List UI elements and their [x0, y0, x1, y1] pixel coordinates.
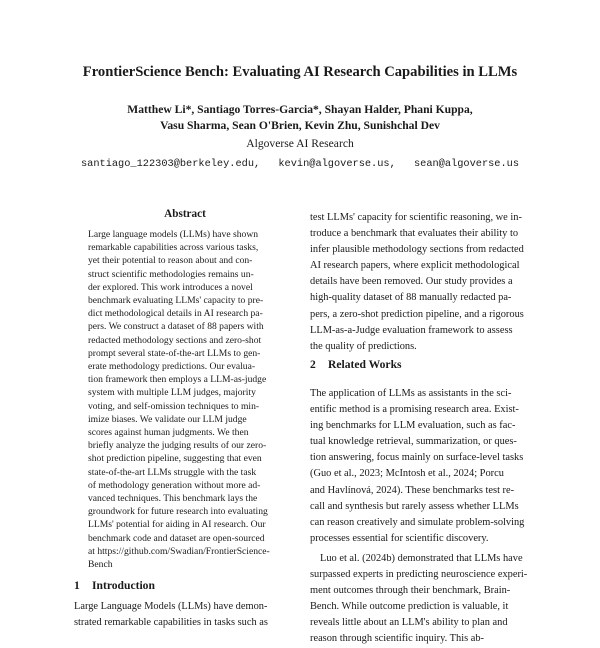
- text-line: Luo et al. (2024b) demonstrated that LLMs have: [320, 552, 523, 564]
- left-column: [74, 208, 296, 631]
- text-line: vanced techniques. This benchmark lays the: [88, 493, 258, 505]
- related-works-heading: [310, 358, 402, 371]
- paragraph: [310, 386, 532, 547]
- text-line: briefly analyze the judging results of our zero-: [88, 440, 267, 452]
- paper-title: FrontierScience Bench: Evaluating AI Research Capabilities in LLMs: [82, 64, 518, 80]
- text-line: AI research papers, where explicit methodological: [310, 260, 520, 272]
- text-line: voting, and self-omission techniques to min-: [88, 400, 260, 412]
- text-line: strated remarkable capabilities in tasks such as: [74, 617, 268, 629]
- section-title: Introduction: [92, 579, 155, 593]
- text-line: imize biases. We validate our LLM judge: [88, 413, 247, 425]
- text-line: erate methodology predictions. Our evalua-: [88, 361, 256, 373]
- text-line: call and synthesis but rarely assess whether LLMs: [310, 500, 519, 512]
- text-line: Large Language Models (LLMs) have demon-: [74, 601, 268, 613]
- section-number: 2: [310, 358, 316, 371]
- email[interactable]: sean@algoverse.us: [413, 158, 520, 170]
- text-line: can reason creatively and simulate problem-solving: [310, 516, 525, 528]
- text-line: test LLMs' capacity for scientific reasoning, we in-: [310, 212, 522, 223]
- text-line: pers, a zero-shot prediction pipeline, and a rigorous: [310, 308, 524, 320]
- text-line: groundwork for future research into evaluating: [88, 506, 268, 518]
- right-column-intro-continued: [310, 210, 532, 355]
- text-line: ing benchmarks for LLM evaluation, such as fac-: [310, 420, 516, 432]
- email[interactable]: santiago_122303@berkeley.edu,: [80, 158, 261, 170]
- text-line: reason through scientific inquiry. This ab-: [310, 633, 485, 645]
- text-line: der explored. This work introduces a novel: [88, 281, 253, 293]
- introduction-body: [74, 599, 296, 631]
- text-line: LLM-as-a-Judge evaluation framework to assess: [310, 324, 513, 336]
- abstract-link[interactable]: at https://github.com/Swadian/FrontierScience-: [88, 545, 270, 557]
- text-line: the quality of predictions.: [310, 340, 417, 352]
- text-line: benchmark evaluating LLMs' capacity to pre-: [88, 295, 264, 307]
- author-line: Vasu Sharma, Sean O'Brien, Kevin Zhu, Sunishchal Dev: [160, 119, 440, 132]
- text-line: processes essential for scientific discovery.: [310, 532, 489, 544]
- text-line: Large language models (LLMs) have shown: [88, 229, 259, 240]
- author-list: [0, 102, 600, 134]
- text-line: tion framework then employs a LLM-as-judge: [88, 374, 267, 386]
- related-works-body: [310, 386, 532, 648]
- text-line: tion answering, focus mainly on surface-level tasks: [310, 452, 524, 464]
- paragraph: [310, 551, 532, 648]
- abstract-link-end[interactable]: Bench: [88, 559, 113, 571]
- text-line: details have been removed. Our study provides a: [310, 276, 513, 288]
- abstract-heading: Abstract: [164, 208, 206, 220]
- text-line: yet their potential to reason about and con-: [88, 255, 253, 267]
- section-title: Related Works: [328, 358, 402, 371]
- email[interactable]: kevin@algoverse.us,: [278, 158, 396, 170]
- affiliation: Algoverse AI Research: [246, 137, 354, 150]
- text-line: scores against human judgments. We then: [88, 427, 249, 439]
- section-number: 1: [74, 579, 80, 593]
- author-emails: [0, 158, 600, 170]
- text-line: infer plausible methodology sections from redacted: [310, 244, 524, 256]
- text-line: pers. We construct a dataset of 88 papers with: [88, 321, 264, 333]
- text-line: LLMs' potential for aiding in AI research. Our: [88, 519, 266, 531]
- text-line: tual knowledge retrieval, summarization, or ques-: [310, 436, 517, 448]
- abstract-body: [88, 228, 286, 571]
- text-line: ment outcomes through their benchmark, Brain-: [310, 585, 511, 597]
- text-line: prompt several state-of-the-art LLMs to gen-: [88, 347, 261, 359]
- text-line: surpassed experts in predicting neuroscience experi-: [310, 569, 528, 581]
- text-line: Bench. While outcome prediction is valuable, it: [310, 601, 509, 613]
- author-line: Matthew Li*, Santiago Torres-Garcia*, Shayan Halder, Phani Kuppa,: [127, 103, 473, 116]
- text-line: benchmark code and dataset are open-sourced: [88, 532, 265, 544]
- text-line: redacted methodology sections and zero-shot: [88, 334, 262, 346]
- text-line: The application of LLMs as assistants in the sci-: [310, 388, 512, 399]
- text-line: troduce a benchmark that evaluates their ability to: [310, 228, 519, 240]
- text-line: of methodology generation without more ad-: [88, 479, 261, 491]
- text-line: system with multiple LLM judges, majority: [88, 387, 256, 399]
- text-line: shot prediction pipeline, suggesting that even: [88, 453, 262, 465]
- text-line: dict methodological details in AI research pa-: [88, 308, 263, 320]
- introduction-heading: [74, 579, 296, 592]
- text-line: state-of-the-art LLMs struggle with the task: [88, 466, 257, 478]
- citation-line: and Havlínová, 2024). These benchmarks test re-: [310, 484, 515, 496]
- text-line: reveals little about an LLM's ability to plan and: [310, 617, 508, 629]
- citation-line: (Guo et al., 2023; McIntosh et al., 2024; Porcu: [310, 468, 504, 480]
- text-line: remarkable capabilities across various tasks,: [88, 242, 259, 254]
- text-line: high-quality dataset of 88 manually redacted pa-: [310, 292, 512, 304]
- text-line: entific method is a promising research area. Exist-: [310, 404, 519, 416]
- text-line: struct scientific methodologies remains un-: [88, 268, 254, 280]
